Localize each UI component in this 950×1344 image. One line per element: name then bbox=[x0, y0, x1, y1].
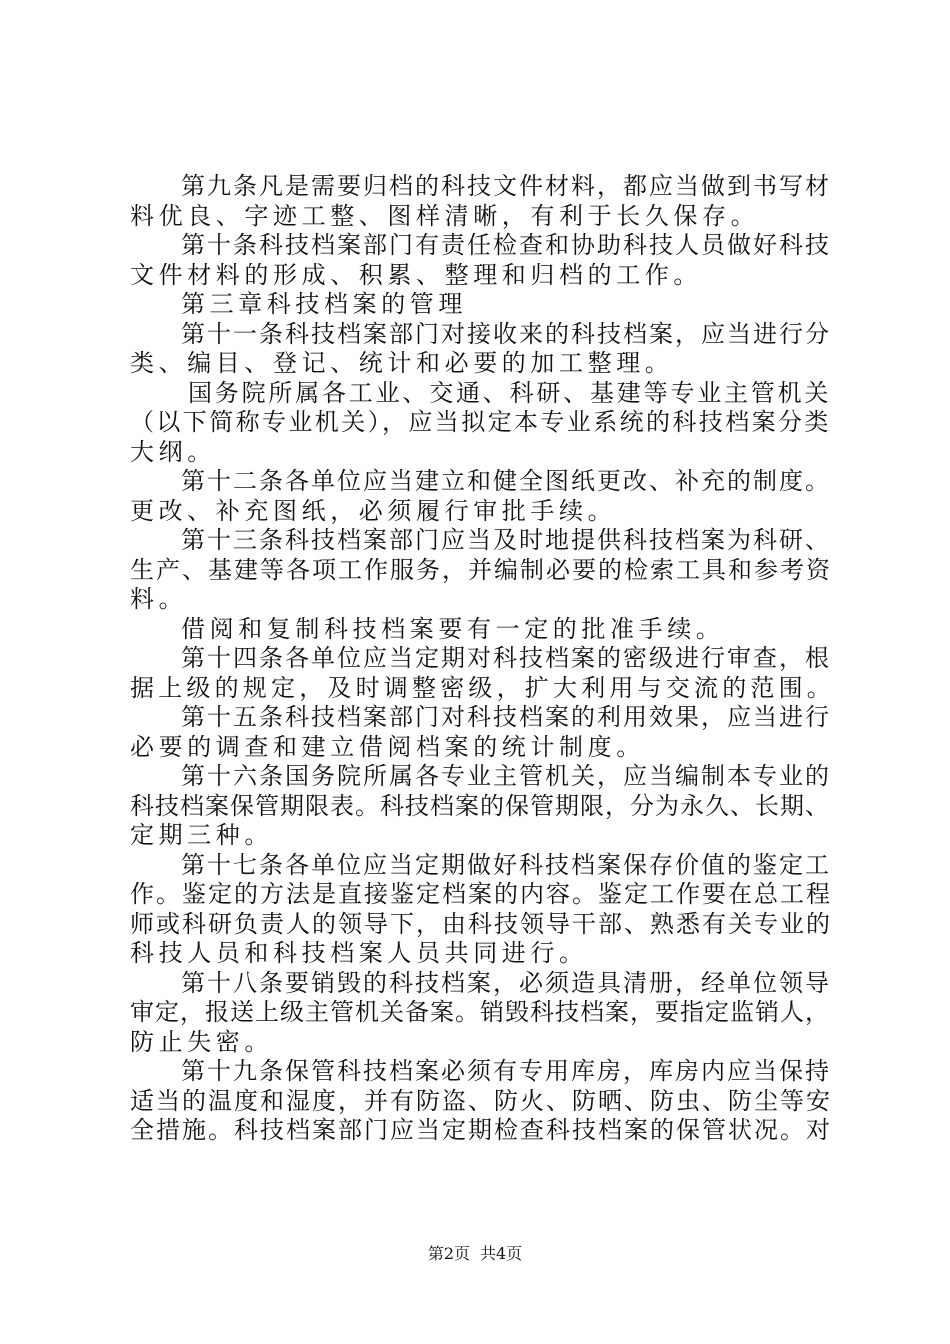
paragraph-line: 大纲。 bbox=[130, 437, 216, 466]
paragraph-line: 类、编目、登记、统计和必要的加工整理。 bbox=[130, 349, 674, 377]
page-total: 共4页 bbox=[480, 1244, 523, 1263]
page-footer bbox=[0, 1244, 950, 1264]
paragraph-line: （以下简称专业机关），应当拟定本专业系统的科技档案分类 bbox=[130, 408, 831, 436]
paragraph-line: 生产、基建等各项工作服务，并编制必要的检索工具和参考资 bbox=[130, 555, 832, 584]
paragraph-line: 第十七条各单位应当定期做好科技档案保存价值的鉴定工 bbox=[181, 850, 831, 879]
paragraph-line: 第九条凡是需要归档的科技文件材料，都应当做到书写材 bbox=[181, 172, 831, 200]
paragraph-line: 第十三条科技档案部门应当及时地提供科技档案为科研、 bbox=[181, 526, 831, 554]
paragraph-line: 借阅和复制科技档案要有一定的批准手续。 bbox=[181, 614, 725, 643]
paragraph-line: 第十五条科技档案部门对科技档案的利用效果，应当进行 bbox=[181, 703, 831, 731]
paragraph-line: 定期三种。 bbox=[130, 821, 273, 849]
paragraph-line: 师或科研负责人的领导下，由科技领导干部、熟悉有关专业的 bbox=[130, 909, 832, 938]
paragraph-line: 第十八条要销毁的科技档案，必须造具清册，经单位领导 bbox=[181, 968, 831, 997]
paragraph-line: 全措施。科技档案部门应当定期检查科技档案的保管状况。对 bbox=[130, 1116, 832, 1144]
paragraph-line: 防止失密。 bbox=[130, 1027, 273, 1056]
paragraph-line: 第十四条各单位应当定期对科技档案的密级进行审查，根 bbox=[181, 644, 831, 672]
paragraph-line: 第十一条科技档案部门对接收来的科技档案，应当进行分 bbox=[181, 319, 831, 348]
paragraph-line: 国务院所属各工业、交通、科研、基建等专业主管机关 bbox=[188, 378, 832, 407]
paragraph-line: 更改、补充图纸，必须履行审批手续。 bbox=[130, 496, 617, 525]
paragraph-line: 文件材料的形成、积累、整理和归档的工作。 bbox=[130, 260, 702, 289]
page-number: 第2页 bbox=[427, 1244, 470, 1263]
paragraph-line: 作。鉴定的方法是直接鉴定档案的内容。鉴定工作要在总工程 bbox=[130, 880, 832, 908]
paragraph-line: 适当的温度和湿度，并有防盗、防火、防晒、防虫、防尘等安 bbox=[130, 1086, 832, 1115]
paragraph-line: 第十条科技档案部门有责任检查和协助科技人员做好科技 bbox=[181, 231, 831, 259]
paragraph-line: 料。 bbox=[130, 585, 188, 613]
paragraph-line: 科技档案保管期限表。科技档案的保管期限，分为永久、长期、 bbox=[130, 791, 830, 820]
paragraph-line: 第十二条各单位应当建立和健全图纸更改、补充的制度。 bbox=[181, 467, 831, 495]
paragraph-line: 料优良、字迹工整、图样清晰，有利于长久保存。 bbox=[130, 201, 760, 230]
document-body bbox=[130, 172, 835, 1146]
paragraph-line: 第十六条国务院所属各专业主管机关，应当编制本专业的 bbox=[181, 762, 831, 790]
paragraph-line: 必要的调查和建立借阅档案的统计制度。 bbox=[130, 732, 645, 761]
paragraph-line: 据上级的规定，及时调整密级，扩大利用与交流的范围。 bbox=[130, 673, 835, 702]
paragraph-line: 审定，报送上级主管机关备案。销毁科技档案，要指定监销人， bbox=[130, 998, 830, 1026]
paragraph-line: 科技人员和科技档案人员共同进行。 bbox=[130, 939, 588, 967]
paragraph-line: 第十九条保管科技档案必须有专用库房，库房内应当保持 bbox=[181, 1057, 831, 1085]
chapter-heading: 第三章科技档案的管理 bbox=[181, 290, 467, 318]
